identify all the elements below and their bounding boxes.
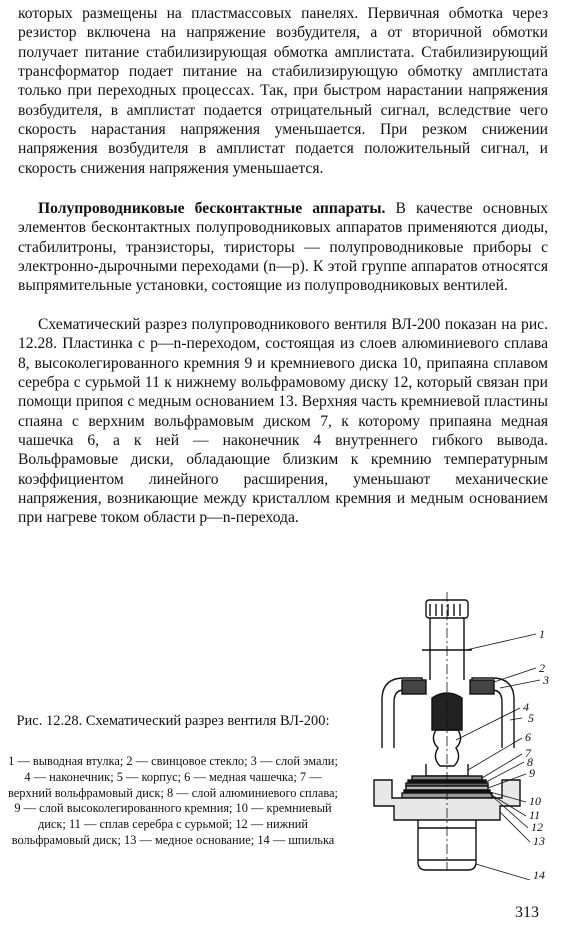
label-11: 11 [529, 808, 541, 822]
label-8: 8 [527, 755, 533, 769]
figure-caption: Рис. 12.28. Схематический разрез вентиля ВЛ-200: [16, 713, 330, 729]
label-2: 2 [539, 661, 545, 675]
label-12: 12 [531, 820, 543, 834]
section-heading: Полупроводниковые бесконтактные аппараты. [38, 200, 386, 217]
paragraph-3: Схематический разрез полупроводникового вентиля ВЛ-200 показан на рис. 12.28. Пластинка с p—n-переходом, состоящая из слоев алюминиевого сплава 8, высоколегированного кремния 9 и кремниевого диска 10, припаяна сплавом серебра с сурьмой 11 к нижнему вольфрамовому диску 12, который связан при помощи припоя с медным основанием 13. Верхняя часть кремниевой пластины спаяна с верхним вольфрамовым диском 7, к которому припаяна медная чашечка 6, а к ней — наконечник 4 внутреннего гибкого вывода. Вольфрамовые диски, обладающие близким к кремнию температурным коэффициентом линейного расширения, уменьшают механические напряжения, возникающие между кристаллом кремния и медным основанием при нагреве током области p—n-перехода. [18, 316, 548, 527]
valve-cross-section-diagram [360, 580, 560, 880]
label-3: 3 [543, 673, 549, 687]
label-13: 13 [533, 834, 545, 848]
label-10: 10 [529, 794, 541, 808]
label-1: 1 [539, 627, 545, 641]
label-4: 4 [523, 700, 529, 714]
label-5: 5 [528, 711, 534, 725]
glass-seal-right [470, 680, 494, 694]
label-14: 14 [533, 868, 545, 880]
glass-seal-left [402, 680, 426, 694]
label-9: 9 [529, 766, 535, 780]
page-number: 313 [515, 904, 539, 921]
paragraph-2-body: В качестве основных элементов бесконтактных полупроводниковых аппаратов применяются диоды, стабилитроны, транзисторы, тиристоры — полупроводниковые приборы с электронно-дырочными переходами (n—p). К этой группе аппаратов относятся выпрямительные установки, состоящие из полупроводниковых вентилей. [18, 200, 548, 295]
paragraph-1: которых размещены на пластмассовых панелях. Первичная обмотка через резистор включена на напряжение возбудителя, а от вторичной обмотки получает питание стабилизирующая обмотка амплистата. Стабилизирующий трансформатор подает питание на стабилизирующую обмотку амплистата только при переходных процессах. Так, при быстром нарастании напряжения возбудителя, в амплистат подается отрицательный сигнал, вследствие чего скорость нарастания напряжения уменьшается. При резком снижении напряжения возбудителя в амплистат подается положительный сигнал, и скорость снижения напряжения уменьшается. [18, 5, 548, 177]
figure-legend: 1 — выводная втулка; 2 — свинцовое стекло; 3 — слой эмали; 4 — наконечник; 5 — корпус; 6 — медная чашечка; 7 — верхний вольфрамовый диск; 8 — слой алюминиевого сплава; 9 — слой высоколегированного кремния; 10 — кремниевый диск; 11 — сплав серебра с сурьмой; 12 — нижний вольфрамовый диск; 13 — медное основание; 14 — шпилька [8, 754, 338, 847]
label-6: 6 [525, 730, 531, 744]
label-7: 7 [525, 746, 531, 760]
paragraph-2 [18, 199, 548, 296]
